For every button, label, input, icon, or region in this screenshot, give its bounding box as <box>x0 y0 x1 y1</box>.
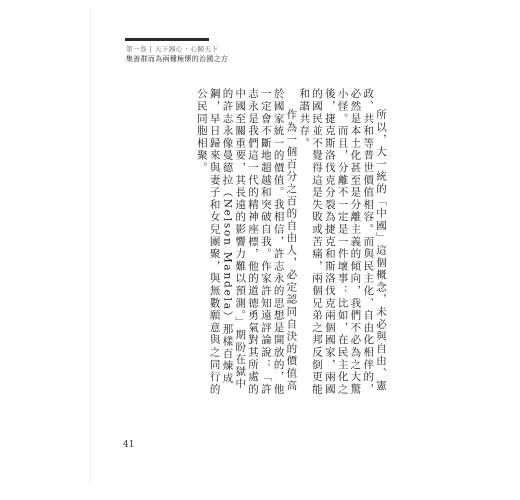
book-page <box>90 8 433 484</box>
running-header-section: 集善群而為兩種極懷的治國之方 <box>126 55 229 63</box>
paragraph: 作為一個百分之百的自由人，必定認同自決的價值高於國家統一的價值。我相信，許志永的思想是開放的，他一定會不斷地超越和突破自我。作家許知遠評論說：「許志永是我們這一代的精神座標，他的道德勇氣對其所處的中國至關重要，其長遠的影響力難以預測。」期盼在獄中的許志永像曼德拉（Nelson Mandela）那樣百煉成鋼，早日歸來與妻子和女兒團聚，與無數願意與之同行的公民同胞相聚。 <box>195 88 298 396</box>
page-number: 41 <box>123 440 135 450</box>
running-header-chapter: 第一卷 | 天下歸心 · 心歸天下 <box>126 45 219 53</box>
paragraph: 所以，大一統的「中國」這個概念，未必與自由、憲政、共和等普世價值相容。而與民主化、自由化相伴的，必然是本土化甚至是分離主義的傾向，我們不必為之大驚小怪。而且，分離不一定是一件壞事：比如，在民主化之後，捷克斯洛伐克分裂為捷克和斯洛伐克兩個國家，兩國的國民並不覺得這是失敗或苦痛，兩個兄弟之邦反倒更能和諧共存。 <box>298 88 387 396</box>
vertical-body-text <box>195 88 387 398</box>
